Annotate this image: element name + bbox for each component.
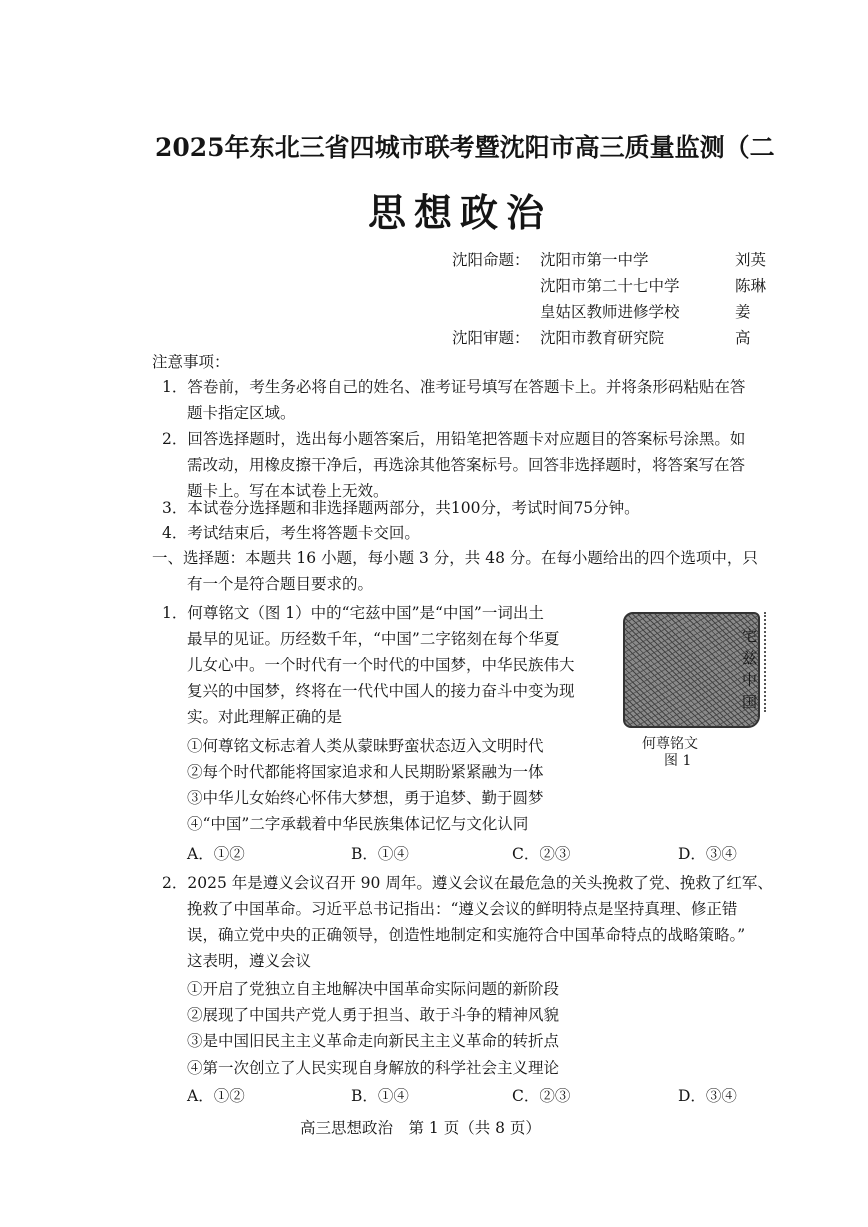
page-footer: 高三思想政治 第 1 页（共 8 页） xyxy=(300,1119,541,1137)
notice-line: 4．考试结束后，考生将答题卡交回。 xyxy=(162,524,420,542)
credit-name: 高 xyxy=(735,329,751,347)
credits-block xyxy=(452,247,766,351)
notice-heading: 注意事项： xyxy=(152,353,230,371)
q1-statement: ①何尊铭文标志着人类从蒙昧野蛮状态迈入文明时代 xyxy=(187,737,544,755)
credit-role: 沈阳命题： xyxy=(452,251,530,269)
section-heading: 一、选择题：本题共 16 小题，每小题 3 分，共 48 分。在每小题给出的四个选项中，只 xyxy=(152,549,758,567)
figure-highlight-text: 宅兹中国 xyxy=(742,627,758,711)
q1-option-b: B．①④ xyxy=(351,845,409,863)
credit-school: 沈阳市教育研究院 xyxy=(540,329,665,347)
q1-stem-line: 1．何尊铭文（图 1）中的“宅兹中国”是“中国”一词出土 xyxy=(162,604,544,622)
figure-label: 图 1 xyxy=(664,753,692,769)
credit-name: 陈琳 xyxy=(735,277,767,295)
credit-row xyxy=(452,299,766,325)
credit-row xyxy=(452,247,766,273)
bronze-inscription-image xyxy=(623,612,760,728)
q2-statement: ④第一次创立了人民实现自身解放的科学社会主义理论 xyxy=(187,1059,560,1077)
credit-name: 姜 xyxy=(735,303,751,321)
q1-stem-line: 最早的见证。历经数千年，“中国”二字铭刻在每个华夏 xyxy=(187,630,560,648)
q1-statement: ②每个时代都能将国家追求和人民期盼紧紧融为一体 xyxy=(187,763,544,781)
notice-line: 题卡上。写在本试卷上无效。 xyxy=(187,482,389,500)
q2-stem-line: 2．2025 年是遵义会议召开 90 周年。遵义会议在最危急的关头挽救了党、挽救了红军、 xyxy=(162,874,773,892)
figure-caption: 何尊铭文 xyxy=(642,736,698,752)
q2-option-d: D．③④ xyxy=(678,1087,737,1105)
q2-statement: ③是中国旧民主主义革命走向新民主主义革命的转折点 xyxy=(187,1032,560,1050)
credit-role xyxy=(452,299,540,325)
credit-school: 沈阳市第一中学 xyxy=(540,251,649,269)
q2-statement: ②展现了中国共产党人勇于担当、敢于斗争的精神风貌 xyxy=(187,1006,560,1024)
notice-line: 2．回答选择题时，选出每小题答案后，用铅笔把答题卡对应题目的答案标号涂黑。如 xyxy=(162,430,746,448)
q2-stem-line: 误，确立党中央的正确领导，创造性地制定和实施符合中国革命特点的战略策略。” xyxy=(187,926,746,944)
notice-line: 需改动，用橡皮擦干净后，再选涂其他答案标号。回答非选择题时，将答案写在答 xyxy=(187,456,746,474)
subject-title: 思想政治 xyxy=(368,190,553,235)
credit-row xyxy=(452,325,766,351)
q1-option-c: C．②③ xyxy=(512,845,571,863)
section-heading-cont: 有一个是符合题目要求的。 xyxy=(187,575,374,593)
q1-statement: ④“中国”二字承载着中华民族集体记忆与文化认同 xyxy=(187,815,529,833)
q1-stem-line: 儿女心中。一个时代有一个时代的中国梦，中华民族伟大 xyxy=(187,656,575,674)
q2-option-a: A．①② xyxy=(187,1087,245,1105)
notice-line: 1．答卷前，考生务必将自己的姓名、准考证号填写在答题卡上。并将条形码粘贴在答 xyxy=(162,378,746,396)
q1-statement: ③中华儿女始终心怀伟大梦想，勇于追梦、勤于圆梦 xyxy=(187,789,544,807)
notice-line: 3．本试卷分选择题和非选择题两部分，共100分，考试时间75分钟。 xyxy=(162,499,640,517)
credit-role xyxy=(452,273,540,299)
q2-option-b: B．①④ xyxy=(351,1087,409,1105)
exam-title: 2025年东北三省四城市联考暨沈阳市高三质量监测（二 xyxy=(155,133,775,162)
notice-line: 题卡指定区域。 xyxy=(187,404,296,422)
q1-stem-line: 复兴的中国梦，终将在一代代中国人的接力奋斗中变为现 xyxy=(187,682,575,700)
credit-school: 皇姑区教师进修学校 xyxy=(540,303,680,321)
q1-stem-line: 实。对此理解正确的是 xyxy=(187,708,343,726)
credit-row xyxy=(452,273,766,299)
q2-stem-line: 挽救了中国革命。习近平总书记指出：“遵义会议的鲜明特点是坚持真理、修正错 xyxy=(187,900,738,918)
q2-option-c: C．②③ xyxy=(512,1087,571,1105)
credit-name: 刘英 xyxy=(735,251,767,269)
q2-stem-line: 这表明，遵义会议 xyxy=(187,952,312,970)
credit-role: 沈阳审题： xyxy=(452,329,530,347)
inscription-detail-strip xyxy=(764,612,776,712)
q1-option-d: D．③④ xyxy=(678,845,737,863)
q2-statement: ①开启了党独立自主地解决中国革命实际问题的新阶段 xyxy=(187,980,560,998)
credit-school: 沈阳市第二十七中学 xyxy=(540,277,680,295)
q1-option-a: A．①② xyxy=(187,845,245,863)
